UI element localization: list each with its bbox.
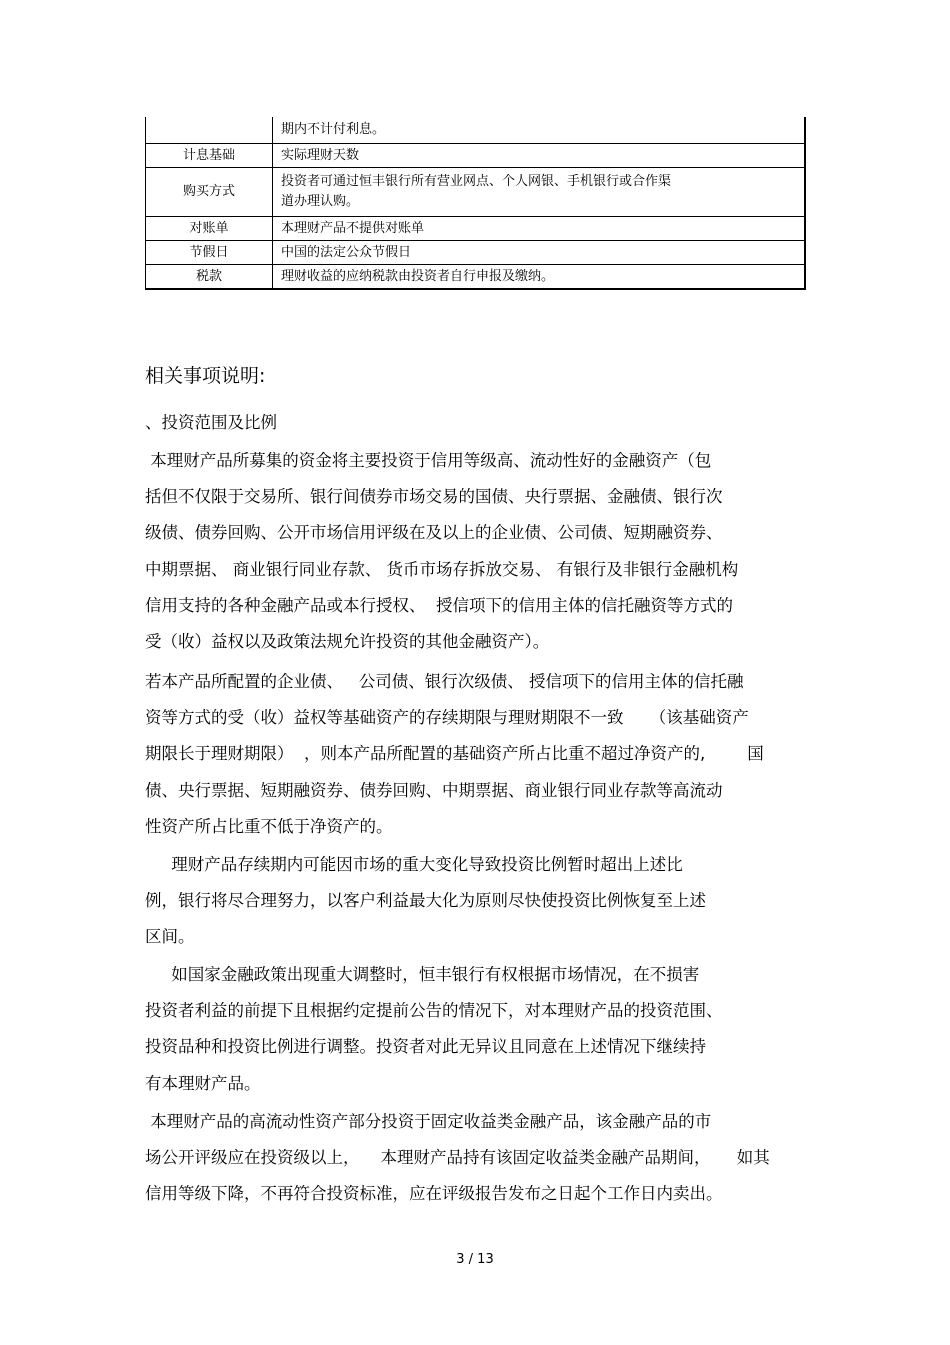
body-line: 债、央行票据、短期融资券、债券回购、中期票据、商业银行同业存款等高流动 (145, 781, 723, 800)
body-line: 信用支持的各种金融产品或本行授权、 授信项下的信用主体的信托融资等方式的 (145, 596, 733, 615)
table-row (146, 265, 806, 290)
body-line: 如国家金融政策出现重大调整时，恒丰银行有权根据市场情况，在不损害 (145, 965, 700, 984)
body-line: 区间。 (145, 927, 195, 946)
table-value-cell (273, 168, 806, 217)
body-line: 投资者利益的前提下且根据约定提前公告的情况下，对本理财产品的投资范围、 (145, 1001, 723, 1020)
body-line: 中期票据、 商业银行同业存款、 货币市场存拆放交易、 有银行及非银行金融机构 (145, 560, 739, 579)
table-value-cell (273, 217, 806, 241)
table-key-cell: 计息基础 (146, 144, 273, 168)
product-terms-table (145, 117, 806, 290)
table-value-line: 期内不计付利息。 (281, 122, 386, 137)
table-key-cell: 节假日 (146, 241, 273, 265)
body-line: 期限长于理财期限） ，则本产品所配置的基础资产所占比重不超过净资产的, 国 (145, 744, 764, 763)
body-line: 理财产品存续期内可能因市场的重大变化导致投资比例暂时超出上述比 (145, 855, 683, 874)
table-row (146, 117, 806, 144)
table-row (146, 168, 806, 217)
table-value-line: 理财收益的应纳税款由投资者自行申报及缴纳。 (281, 268, 555, 284)
table-value-line: 本理财产品不提供对账单 (281, 220, 425, 236)
table-value-line: 道办理认购。 (281, 194, 360, 209)
table-key-cell: 购买方式 (146, 168, 273, 217)
subsection-heading: 、投资范围及比例 (145, 413, 277, 432)
table-value-cell (273, 265, 806, 290)
body-line: 括但不仅限于交易所、银行间债券市场交易的国债、央行票据、金融债、银行次 (145, 487, 723, 506)
body-line: 若本产品所配置的企业债、 公司债、银行次级债、 授信项下的信用主体的信托融 (145, 672, 744, 691)
body-line: 有本理财产品。 (145, 1074, 261, 1093)
body-line: 投资品种和投资比例进行调整。投资者对此无异议且同意在上述情况下继续持 (145, 1037, 706, 1056)
table-key-cell: 对账单 (146, 217, 273, 241)
table-row (146, 241, 806, 265)
section-heading: 相关事项说明: (145, 365, 266, 387)
body-line: 受（收）益权以及政策法规允许投资的其他金融资产）。 (145, 632, 550, 651)
body-line: 场公开评级应在投资级以上， 本理财产品持有该固定收益类金融产品期间， 如其 (145, 1148, 770, 1167)
table-key-cell: 税款 (146, 265, 273, 290)
table-value-cell (273, 144, 806, 168)
table-value-line: 实际理财天数 (281, 147, 360, 163)
body-line: 信用等级下降，不再符合投资标准，应在评级报告发布之日起个工作日内卖出。 (145, 1184, 723, 1203)
table-value-line: 投资者可通过恒丰银行所有营业网点、个人网银、手机银行或合作渠 (281, 174, 672, 189)
table-key-cell (146, 117, 273, 144)
page-number: 3 / 13 (456, 1252, 494, 1267)
body-line: 性资产所占比重不低于净资产的。 (145, 817, 393, 836)
table-value-cell (273, 241, 806, 265)
table-row (146, 217, 806, 241)
table-value-cell (273, 117, 806, 144)
body-line: 本理财产品的高流动性资产部分投资于固定收益类金融产品，该金融产品的市 (145, 1112, 712, 1131)
body-line: 本理财产品所募集的资金将主要投资于信用等级高、流动性好的金融资产（包 (145, 451, 712, 470)
body-line: 例，银行将尽合理努力，以客户利益最大化为原则尽快使投资比例恢复至上述 (145, 891, 706, 910)
body-line: 级债、债券回购、公开市场信用评级在及以上的企业债、公司债、短期融资券、 (145, 523, 723, 542)
table-row (146, 144, 806, 168)
body-line: 资等方式的受（收）益权等基础资产的存续期限与理财期限不一致 （该基础资产 (145, 708, 749, 727)
table-value-line: 中国的法定公众节假日 (281, 244, 412, 260)
